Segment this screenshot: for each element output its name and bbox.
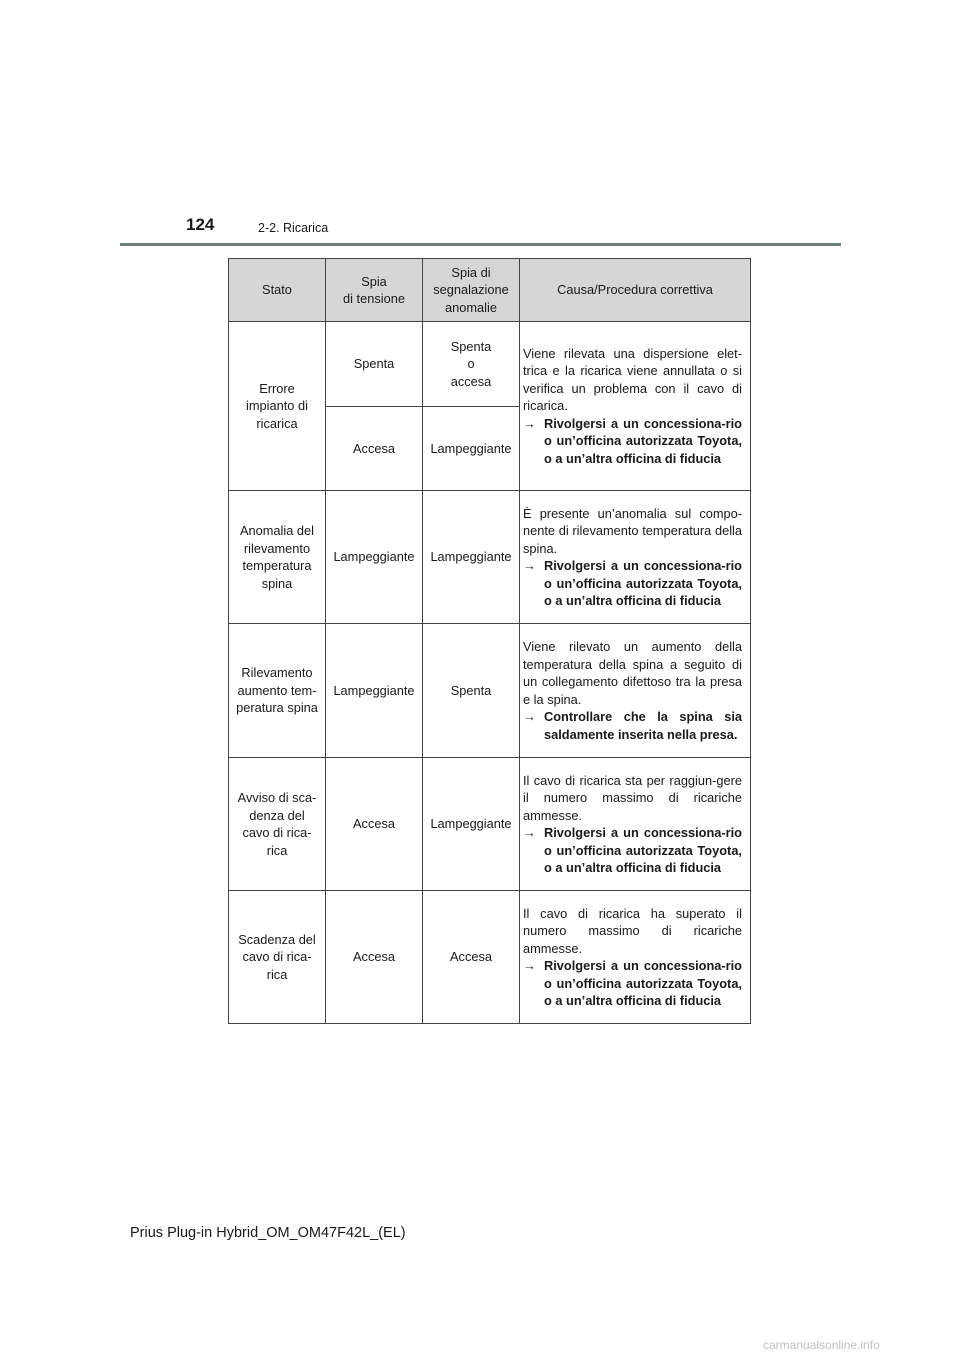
column-header-warning-lamp: Spia di segnalazione anomalie	[423, 259, 520, 322]
cause-cell	[520, 491, 751, 624]
action-text: → Rivolgersi a un concessiona-rio o un’officina autorizzata Toyota, o a un’altra officina di fiducia	[523, 415, 742, 466]
column-header-power-lamp: Spia di tensione	[326, 259, 423, 322]
action-text: → Controllare che la spina sia saldamente inserita nella presa.	[523, 709, 742, 742]
warning-lamp-cell: Lampeggiante	[423, 758, 520, 891]
table-row	[229, 891, 751, 1024]
state-cell: Scadenza del cavo di rica- rica	[229, 891, 326, 1024]
arrow-icon: →	[523, 958, 536, 973]
table-row	[229, 758, 751, 891]
table-row	[229, 624, 751, 758]
cause-text: Il cavo di ricarica sta per raggiun-gere il numero massimo di ricariche ammesse.	[523, 772, 742, 823]
column-header-state: Stato	[229, 259, 326, 322]
warning-lamp-cell: Lampeggiante	[423, 407, 520, 491]
warning-lamp-cell: Spenta o accesa	[423, 322, 520, 407]
document-id: Prius Plug-in Hybrid_OM_OM47F42L_(EL)	[130, 1225, 406, 1241]
action-text: → Rivolgersi a un concessiona-rio o un’officina autorizzata Toyota, o a un’altra officina di fiducia	[523, 825, 742, 875]
state-cell: Errore impianto di ricarica	[229, 322, 326, 491]
page-number: 124	[186, 215, 215, 234]
cause-cell	[520, 624, 751, 758]
power-lamp-cell: Lampeggiante	[326, 624, 423, 758]
arrow-icon: →	[523, 709, 536, 724]
cause-text: Viene rilevato un aumento della temperatura della spina a seguito di un collegamento difettoso tra la presa e la spina.	[523, 639, 742, 707]
power-lamp-cell: Lampeggiante	[326, 491, 423, 624]
power-lamp-cell: Spenta	[326, 322, 423, 407]
section-title: 2-2. Ricarica	[258, 221, 329, 235]
cause-text: Il cavo di ricarica ha superato il numero massimo di ricariche ammesse.	[523, 905, 742, 956]
state-cell: Anomalia del rilevamento temperatura spina	[229, 491, 326, 624]
cause-text: Viene rilevata una dispersione elet-trica e la ricarica viene annullata o si verifica un problema con il cavo di ricarica.	[523, 345, 742, 414]
table-header-row	[229, 259, 751, 322]
action-text: → Rivolgersi a un concessiona-rio o un’officina autorizzata Toyota, o a un’altra officina di fiducia	[523, 558, 742, 608]
arrow-icon: →	[523, 415, 536, 431]
column-header-cause: Causa/Procedura correttiva	[520, 259, 751, 322]
action-text: → Rivolgersi a un concessiona-rio o un’officina autorizzata Toyota, o a un’altra officina di fiducia	[523, 958, 742, 1008]
watermark: carmanualsonline.info	[763, 1338, 880, 1352]
arrow-icon: →	[523, 825, 536, 840]
table-row	[229, 491, 751, 624]
state-cell: Avviso di sca- denza del cavo di rica- rica	[229, 758, 326, 891]
state-cell: Rilevamento aumento tem- peratura spina	[229, 624, 326, 758]
table-row	[229, 322, 751, 407]
cause-cell	[520, 891, 751, 1024]
warning-lamp-cell: Spenta	[423, 624, 520, 758]
warning-lamp-cell: Accesa	[423, 891, 520, 1024]
cause-cell	[520, 322, 751, 491]
cause-text: È presente un’anomalia sul compo-nente di rilevamento temperatura della spina.	[523, 505, 742, 556]
power-lamp-cell: Accesa	[326, 758, 423, 891]
cause-cell	[520, 758, 751, 891]
arrow-icon: →	[523, 558, 536, 573]
header-divider	[120, 243, 841, 246]
power-lamp-cell: Accesa	[326, 891, 423, 1024]
charging-status-table	[228, 258, 751, 1024]
warning-lamp-cell: Lampeggiante	[423, 491, 520, 624]
power-lamp-cell: Accesa	[326, 407, 423, 491]
